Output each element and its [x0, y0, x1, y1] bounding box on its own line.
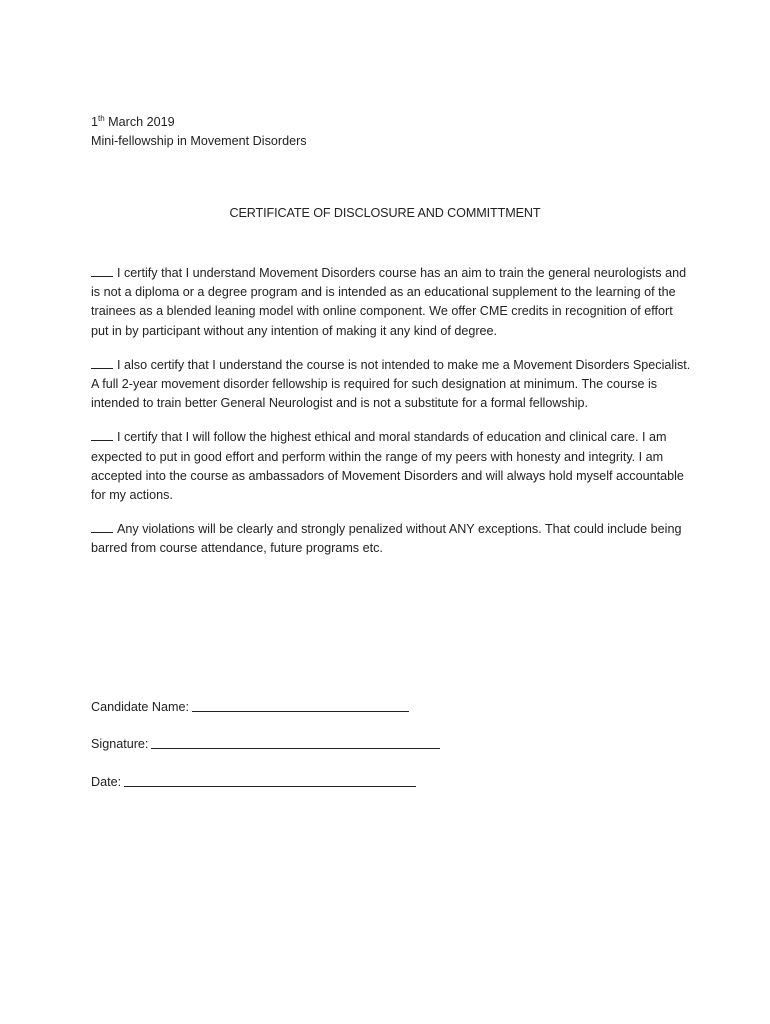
clause-checkbox-blank[interactable] [91, 264, 113, 277]
candidate-name-row [91, 700, 409, 714]
signature-field[interactable] [151, 747, 440, 749]
clause-list [91, 264, 691, 574]
date-ordinal-suffix: th [98, 114, 105, 123]
clause-3 [91, 428, 691, 505]
candidate-name-field[interactable] [192, 710, 409, 712]
clause-checkbox-blank[interactable] [91, 356, 113, 369]
clause-checkbox-blank[interactable] [91, 428, 113, 441]
clause-text: I certify that I will follow the highest ethical and moral standards of education and clinical care. I am expected to put in good effort and perform within the range of my peers with honesty and integrity. I am accepted into the course as ambassadors of Movement Disorders and will always hold myself accountable for my actions. [91, 430, 684, 503]
signature-label: Signature: [91, 737, 149, 751]
program-name: Mini-fellowship in Movement Disorders [91, 134, 307, 148]
date-label: Date: [91, 775, 122, 789]
signature-row [91, 737, 440, 751]
clause-4 [91, 520, 691, 558]
certificate-title: CERTIFICATE OF DISCLOSURE AND COMMITTMENT [229, 206, 541, 220]
date-row [91, 775, 416, 789]
clause-checkbox-blank[interactable] [91, 520, 113, 533]
clause-text: I also certify that I understand the course is not intended to make me a Movement Disorders Specialist. A full 2-year movement disorder fellowship is required for such designation at minimum. The course is intended to train better General Neurologist and is not a substitute for a formal fellowship. [91, 357, 691, 411]
clause-1 [91, 264, 691, 341]
clause-text: Any violations will be clearly and strongly penalized without ANY exceptions. That could include being barred from course attendance, future programs etc. [91, 522, 682, 556]
clause-2 [91, 356, 691, 414]
document-date: 1th March 2019 [91, 114, 175, 129]
date-field[interactable] [124, 785, 416, 787]
candidate-name-label: Candidate Name: [91, 700, 190, 714]
clause-text: I certify that I understand Movement Disorders course has an aim to train the general neurologists and is not a diploma or a degree program and is intended as an educational supplement to the learning of the trainees as a blended leaning model with online component. We offer CME credits in recognition of effort put in by participant without any intention of making it any kind of degree. [91, 266, 687, 338]
document-header [91, 113, 307, 151]
